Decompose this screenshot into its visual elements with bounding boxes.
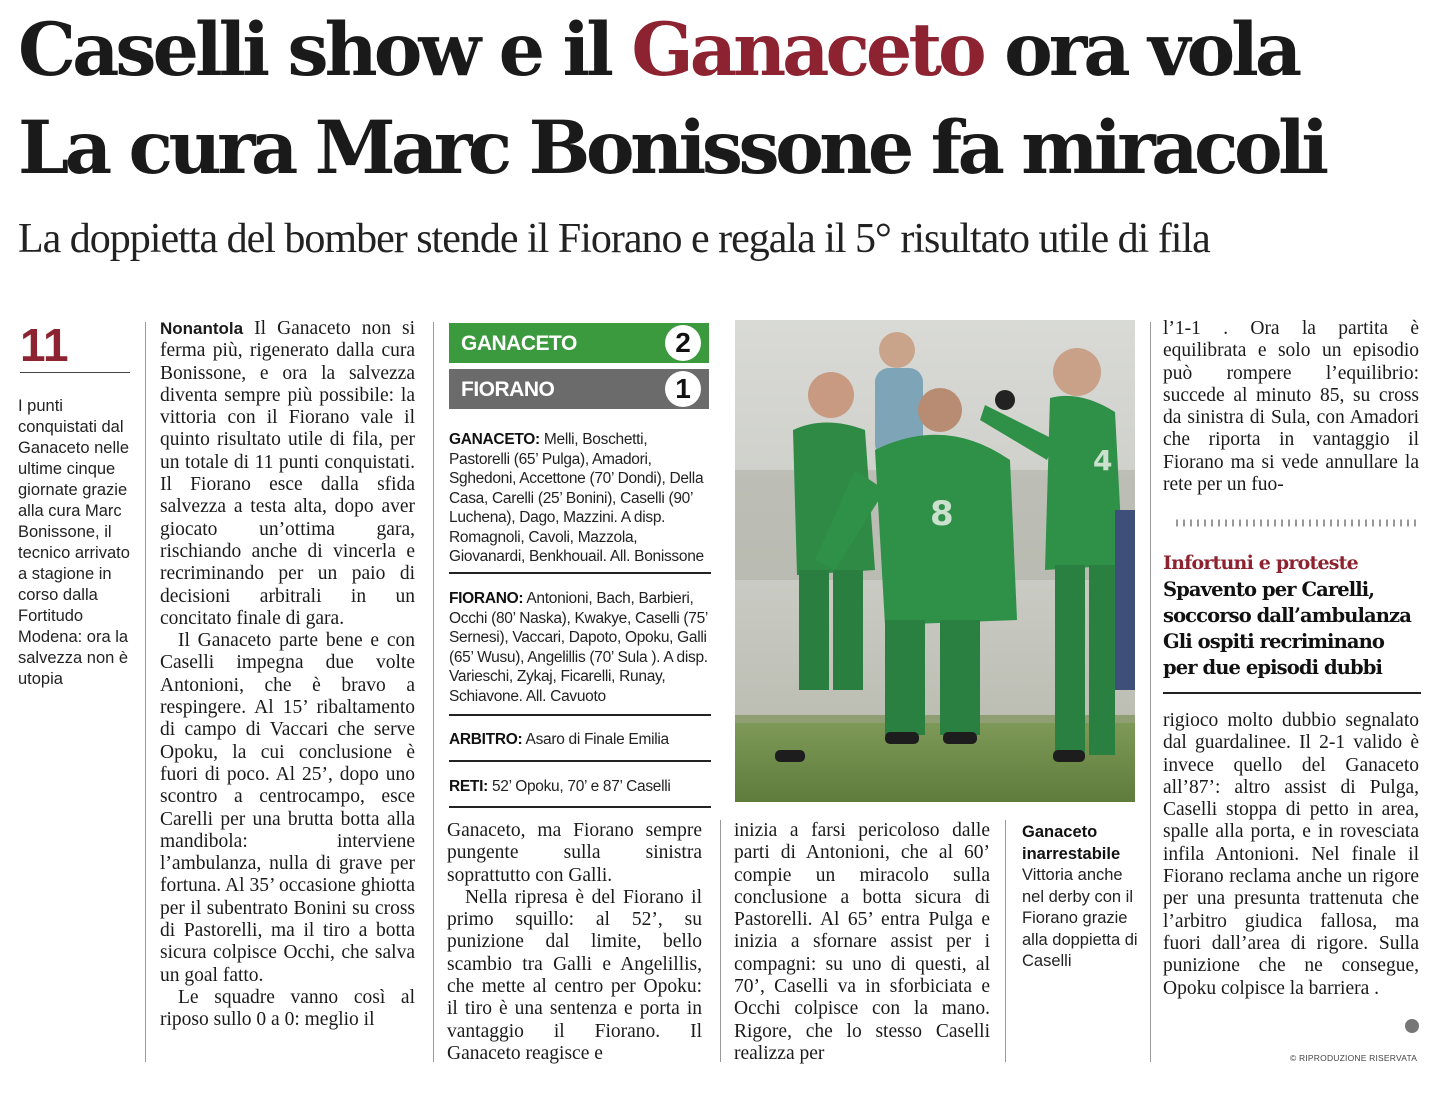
goals-label: RETI: (449, 778, 488, 795)
sidebar-divider (20, 372, 130, 373)
goals (449, 777, 711, 797)
column-divider (433, 322, 434, 1062)
scoreboard-away (449, 369, 709, 409)
article-column-1 (160, 318, 415, 1032)
home-score: 2 (665, 325, 701, 361)
article-paragraph: Nella ripresa è del Fiorano il primo squillo: al 52’, su punizione dal limite, bello scambio tra Galli e Angelillis, che mette al centro per Opoku: il tiro è una sentenza e porta in vantaggio il Fiorano. Il Ganaceto reagisce e (447, 886, 702, 1064)
lineup-divider (449, 572, 711, 574)
article-paragraph: rigioco molto dubbio segnalato dal guardalinee. Il 2-1 valido è invece quello del Ganaceto all’87’: altro assist di Pulga, Caselli stoppa di petto in area, spalle alla porta, e in rovesciata infila Antonioni. Nel finale il Fiorano reclama anche un rigore per una presunta trattenuta che l’arbitro giudica fallosa, ma fuori dall’area di rigore. Sulla punizione che ne consegue, Opoku colpisce la barriera . (1163, 710, 1419, 999)
svg-text:4: 4 (1093, 444, 1113, 477)
column-divider (720, 820, 721, 1062)
lineup-divider (449, 806, 711, 808)
article-paragraph: Ganaceto, ma Fiorano sempre pungente sulla sinistra soprattutto con Galli. (447, 820, 702, 886)
end-mark-icon (1405, 1019, 1419, 1033)
caption-text: Vittoria anche nel derby con il Fiorano grazie alla doppietta di Caselli (1022, 866, 1138, 970)
sidebar-number: 11 (20, 319, 69, 371)
caption-title: Ganaceto inarrestabile (1022, 823, 1121, 863)
headline-part-2: ora vola (982, 7, 1299, 93)
copyright: © RIPRODUZIONE RISERVATA (1290, 1053, 1418, 1063)
away-team-name: FIORANO (461, 378, 555, 401)
photo-caption (1022, 822, 1142, 973)
headline-line-2: La cura Marc Bonissone fa miracoli (18, 105, 1325, 191)
column-divider (1150, 322, 1151, 1062)
subtitle: La doppietta del bomber stende il Fiorano e regala il 5° risultato utile di fila (18, 216, 1210, 262)
article-column-3 (734, 820, 990, 1065)
goals-text: 52’ Opoku, 70’ e 87’ Caselli (487, 778, 671, 795)
lineup-label: FIORANO: (449, 590, 524, 607)
article-column-4-continued (1163, 710, 1419, 1000)
sidebar-note: I punti conquistati dal Ganaceto nelle ultime cinque giornate grazie alla cura Marc Bonissone, il tecnico arrivato a stagione in corso dalla Fortitudo Modena: ora la salvezza non è utopia (18, 397, 130, 688)
article-text: Il Ganaceto non si ferma più, rigenerato dalla cura Bonissone, e ora la salvezza diventa sempre più possibile: la vittoria con il Fiorano vale il quinto risultato utile di fila, per un totale di 11 punti conquistati. Il Fiorano esce dalla sfida salvezza a testa alta, dopo aver giocato un’ottima gara, rischiando anche di vincerla e recriminando per un paio di decisioni arbitrali in un concitato finale di gara. (160, 318, 415, 629)
article-column-4 (1163, 318, 1419, 496)
article-paragraph: inizia a farsi pericoloso dalle parti di Antonioni, che al 60’ compie un miracolo sulla conclusione a botta sicura di Pastorelli. Al 65’ entra Pulga e inizia a sfornare assist per i compagni: su uno di questi, al 70’, Caselli va in sforbiciata e Occhi colpisce con la mano. Rigore, che lo stesso Caselli realizza per (734, 820, 990, 1064)
referee-label: ARBITRO: (449, 731, 523, 748)
article-column-2 (447, 820, 702, 1065)
headline-part-1: Caselli show e il (18, 7, 632, 93)
referee-name: Asaro di Finale Emilia (522, 731, 669, 748)
svg-text:8: 8 (930, 494, 954, 534)
away-score: 1 (665, 371, 701, 407)
article-paragraph: Le squadre vanno così al riposo sullo 0 a 0: meglio il (160, 986, 415, 1031)
column-divider (145, 322, 146, 1062)
lineup-divider (449, 760, 711, 762)
lineup-ganaceto (449, 430, 711, 567)
article-dateline: Nonantola (160, 319, 244, 338)
article-paragraph: l’1-1 . Ora la partita è equilibrata e solo un episodio può rompere l’equilibrio: succede al minuto 85, su cross da sinistra di Sula, con Amadori che riporta in vantaggio il Fiorano ma si vede annullare la rete per un fuo- (1163, 318, 1419, 496)
lineup-text: Melli, Boschetti, Pastorelli (65’ Pulga), Amadori, Sghedoni, Accettone (70’ Dondi), Della Casa, Carelli (25’ Bonini), Caselli (90’ Luchena), Dago, Mazzini. A disp. Romagnoli, Cavoli, Mazzola, Giovanardi, Benkhouail. All. Bonissone (449, 431, 704, 565)
lineup-label: GANACETO: (449, 431, 540, 448)
column-divider (1005, 820, 1006, 1062)
lineup-divider (449, 714, 711, 716)
lineup-fiorano (449, 589, 711, 706)
headline-line-1 (18, 7, 1299, 93)
article-paragraph: Il Ganaceto parte bene e con Caselli impegna due volte Antonioni, che è bravo a respingere. Al 15’ ribaltamento di campo di Vaccari che serve Opoku, la cui conclusione è fuori di poco. Al 25’, dopo uno scontro a centrocampo, esce Carelli per una brutta botta alla mandibola: interviene l’ambulanza, nulla di grave per fortuna. Al 35’ occasione ghiotta per il subentrato Bonini su cross di Pastorelli, ma il tiro a botta sicura colpisce Occhi, che salva un goal fatto. (160, 630, 415, 986)
inset-kicker: Infortuni e proteste (1163, 552, 1358, 574)
home-team-name: GANACETO (461, 332, 577, 355)
inset-divider (1163, 692, 1421, 694)
inset-headline: Spavento per Carelli, soccorso dall’ambulanza Gli ospiti recriminano per due episodi dubbi (1163, 578, 1411, 679)
referee (449, 730, 711, 750)
scoreboard-home (449, 323, 709, 363)
dotted-separator (1176, 518, 1416, 528)
lineup-text: Antonioni, Bach, Barbieri, Occhi (80’ Naska), Kwakye, Caselli (75’ Sernesi), Vaccari, Dapoto, Opoku, Galli (65’ Wusu), Angelillis (70’ Sula ). A disp. Varieschi, Zykaj, Ficarelli, Runay, Schiavone. All. Cavuoto (449, 590, 708, 705)
article-paragraph (160, 318, 415, 630)
headline-accent: Ganaceto (631, 7, 983, 93)
match-photo (735, 320, 1135, 802)
